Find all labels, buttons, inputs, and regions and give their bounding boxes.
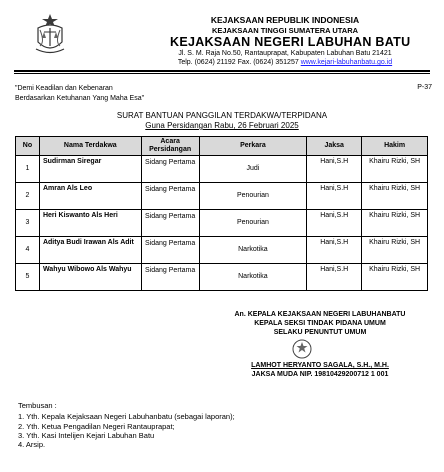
table-row: [16, 183, 428, 210]
page-code: P-37: [417, 84, 432, 91]
row-jaksa: Hani,S.H: [307, 183, 362, 210]
row-no: 5: [16, 264, 40, 291]
row-acara: Sidang Pertama: [141, 156, 199, 183]
row-jaksa: Hani,S.H: [307, 237, 362, 264]
row-name: Wahyu Wibowo Als Wahyu: [39, 264, 141, 291]
row-hakim: Khairu Rizki, SH: [362, 210, 428, 237]
table-row: [16, 210, 428, 237]
official-seal-icon: [289, 338, 315, 360]
header-website-link[interactable]: www.kejari-labuhanbatu.go.id: [300, 59, 393, 66]
row-no: 2: [16, 183, 40, 210]
motto: [15, 84, 144, 104]
col-header-jaksa: Jaksa: [307, 137, 362, 156]
signatory-name: LAMHOT HERYANTO SAGALA, S.H., M.H.: [251, 362, 389, 369]
signature-line-3: SELAKU PENUNTUT UMUM: [273, 329, 367, 336]
row-no: 1: [16, 156, 40, 183]
header-address: Jl. S. M. Raja No.50, Rantauprapat, Kabupaten Labuhan Batu 21421: [178, 50, 392, 57]
document-subtitle-text: Guna Persidangan Rabu, 26 Februari 2025: [145, 121, 299, 130]
defendant-table: [15, 136, 428, 291]
table-row: [16, 156, 428, 183]
signature-line-1: An. KEPALA KEJAKSAAN NEGERI LABUHANBATU: [234, 311, 406, 318]
row-hakim: Khairu Rizki, SH: [362, 156, 428, 183]
header-line-3: KEJAKSAAN NEGERI LABUHAN BATU: [170, 35, 411, 49]
tembusan-caption: Tembusan :: [18, 401, 57, 410]
signatory-nip: JAKSA MUDA NIP. 19810429200712 1 001: [251, 371, 389, 378]
row-acara: Sidang Pertama: [141, 210, 199, 237]
row-perkara: Penourian: [199, 183, 307, 210]
col-header-perkara: Perkara: [199, 137, 307, 156]
document-title: SURAT BANTUAN PANGGILAN TERDAKWA/TERPIDANA: [116, 111, 328, 120]
table-row: [16, 237, 428, 264]
row-perkara: Narkotika: [199, 237, 307, 264]
table-row: [16, 264, 428, 291]
col-header-acara: Acara Persidangan: [141, 137, 199, 156]
row-perkara: Narkotika: [199, 264, 307, 291]
row-name: Sudirman Siregar: [39, 156, 141, 183]
motto-line-1: "Demi Keadilan dan Kebenaran: [15, 85, 113, 92]
row-acara: Sidang Pertama: [141, 183, 199, 210]
motto-line-2: Berdasarkan Ketuhanan Yang Maha Esa": [15, 95, 145, 102]
row-no: 3: [16, 210, 40, 237]
tembusan-item: 3. Yth. Kasi Intelijen Kejari Labuhan Batu: [18, 431, 155, 440]
col-header-hakim: Hakim: [362, 137, 428, 156]
document-subtitle: [0, 121, 444, 130]
col-header-name: Nama Terdakwa: [39, 137, 141, 156]
row-name: Aditya Budi Irawan Als Adit: [39, 237, 141, 264]
kejaksaan-logo-icon: [32, 12, 68, 56]
row-perkara: Penourian: [199, 210, 307, 237]
row-jaksa: Hani,S.H: [307, 210, 362, 237]
tembusan-item: 2. Yth. Ketua Pengadilan Negeri Rantauprapat;: [18, 422, 175, 431]
table-header-row: [16, 137, 428, 156]
row-hakim: Khairu Rizki, SH: [362, 264, 428, 291]
tembusan-item: 4. Arsip.: [18, 440, 46, 449]
row-hakim: Khairu Rizki, SH: [362, 237, 428, 264]
tembusan-item: 1. Yth. Kepala Kejaksaan Negeri Labuhanbatu (sebagai laporan);: [18, 412, 235, 421]
row-name: Amran Als Leo: [39, 183, 141, 210]
row-acara: Sidang Pertama: [141, 237, 199, 264]
row-jaksa: Hani,S.H: [307, 156, 362, 183]
header-divider-thick: [14, 70, 430, 72]
row-jaksa: Hani,S.H: [307, 264, 362, 291]
signature-line-2: KEPALA SEKSI TINDAK PIDANA UMUM: [254, 320, 386, 327]
row-acara: Sidang Pertama: [141, 264, 199, 291]
row-hakim: Khairu Rizki, SH: [362, 183, 428, 210]
row-no: 4: [16, 237, 40, 264]
header-line-2: KEJAKSAAN TINGGI SUMATERA UTARA: [211, 26, 359, 35]
header-contact: [170, 59, 400, 66]
col-header-no: No: [16, 137, 40, 156]
row-perkara: Judi: [199, 156, 307, 183]
header-phone: Telp. (0624) 21192 Fax. (0624) 351257: [177, 59, 301, 66]
row-name: Heri Kiswanto Als Heri: [39, 210, 141, 237]
header-divider-thin: [14, 73, 430, 74]
header-line-1: KEJAKSAAN REPUBLIK INDONESIA: [210, 15, 360, 25]
